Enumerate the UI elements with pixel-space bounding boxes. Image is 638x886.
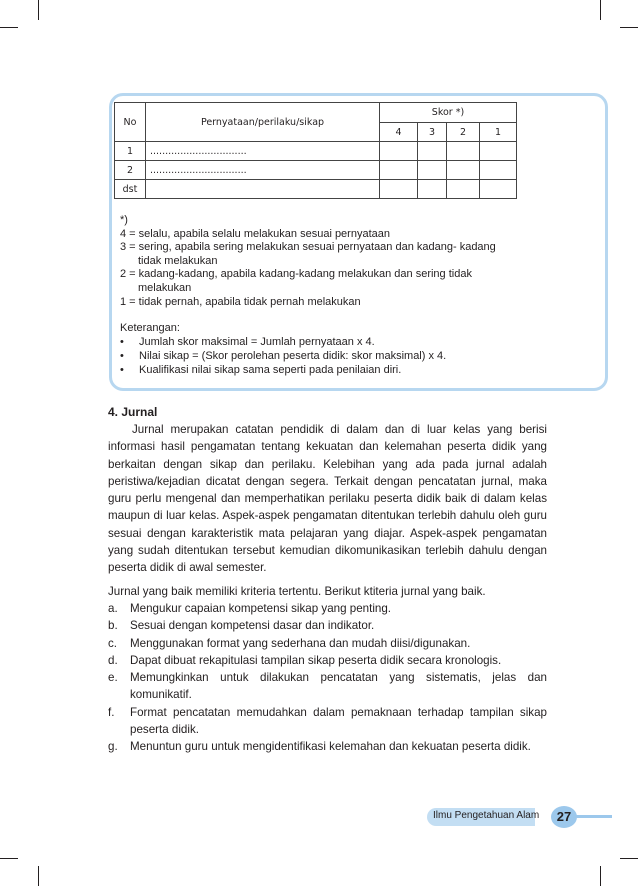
- crop-mark: [620, 27, 638, 28]
- list-text: Menuntun guru untuk mengidentifikasi kelemahan dan kekuatan peserta didik.: [130, 740, 531, 754]
- list-item: [108, 738, 547, 755]
- list-text: Dapat dibuat rekapitulasi tampilan sikap peserta didik secara kronologis.: [130, 653, 502, 667]
- list-marker: d.: [108, 653, 118, 667]
- list-marker: g.: [108, 740, 118, 754]
- score-cell: [380, 180, 418, 199]
- rating-table: [114, 102, 517, 199]
- keterangan-item: Jumlah skor maksimal = Jumlah pernyataan x 4.: [139, 336, 375, 348]
- score-cell: [480, 142, 517, 161]
- book-title: Ilmu Pengetahuan Alam: [433, 810, 540, 821]
- list-item: [108, 704, 547, 739]
- list-marker: c.: [108, 636, 118, 650]
- score-cell: [418, 180, 447, 199]
- score-cell: [380, 142, 418, 161]
- bullet: •: [120, 350, 124, 362]
- row-no: dst: [115, 180, 146, 199]
- list-text: Sesuai dengan kompetensi dasar dan indikator.: [130, 619, 375, 633]
- crop-mark: [38, 866, 39, 886]
- keterangan-item: Nilai sikap = (Skor perolehan peserta didik: skor maksimal) x 4.: [139, 350, 447, 362]
- crop-mark: [38, 0, 39, 20]
- list-text: Mengukur capaian kompetensi sikap yang penting.: [130, 601, 392, 615]
- scale-notes: [120, 214, 590, 309]
- score-cell: [447, 161, 480, 180]
- scale-item: 3 = sering, apabila sering melakukan sesuai pernyataan dan kadang- kadang: [120, 241, 496, 254]
- list-marker: e.: [108, 671, 118, 685]
- keterangan-item: Kualifikasi nilai sikap sama seperti pada penilaian diri.: [139, 364, 402, 376]
- journal-section: [108, 404, 547, 756]
- list-marker: b.: [108, 619, 118, 633]
- list-marker: a.: [108, 601, 118, 615]
- list-text: Menggunakan format yang sederhana dan mudah diisi/digunakan.: [130, 636, 471, 650]
- score-cell: [447, 142, 480, 161]
- paragraph: Jurnal merupakan catatan pendidik di dalam dan di luar kelas yang berisi informasi hasil pengamatan tentang kekuatan dan kelemahan peserta didik yang berkaitan dengan sikap dan perilaku. Kelebihan yang ada pada jurnal adalah peristiwa/kejadian dicatat dengan segera. Terkait dengan pencatatan jurnal, maka guru perlu mengenal dan memperhatikan perilaku peserta didik baik di dalam kelas maupun di luar kelas. Aspek-aspek pengamatan ditentukan terlebih dahulu oleh guru sesuai dengan karakteristik mata pelajaran yang diajar. Aspek-aspek pengamatan yang sudah ditentukan tersebut kemudian dikomunikasikan terlebih dahulu dengan peserta didik di awal semester.: [108, 423, 547, 575]
- bullet: •: [120, 336, 124, 348]
- scale-item-continued: melakukan: [138, 281, 192, 294]
- table-row: [115, 180, 517, 199]
- score-cell: [418, 142, 447, 161]
- section-heading: 4. Jurnal: [108, 405, 158, 419]
- list-item: [120, 363, 590, 377]
- keterangan-title: Keterangan:: [120, 322, 180, 334]
- crop-mark: [0, 27, 18, 28]
- score-level: 1: [480, 123, 517, 142]
- row-no: 2: [115, 161, 146, 180]
- crop-mark: [0, 858, 18, 859]
- score-cell: [447, 180, 480, 199]
- page-number: 27: [551, 806, 577, 828]
- table-row: [115, 161, 517, 180]
- keterangan: [120, 321, 590, 377]
- list-text: Memungkinkan untuk dilakukan pencatatan yang sistematis, jelas dan komunikatif.: [130, 671, 547, 702]
- score-cell: [480, 161, 517, 180]
- crop-mark: [620, 858, 638, 859]
- list-item: [108, 669, 547, 704]
- scale-item: 4 = selalu, apabila selalu melakukan sesuai pernyataan: [120, 227, 390, 240]
- list-item: [108, 617, 547, 634]
- scale-item: 2 = kadang-kadang, apabila kadang-kadang melakukan dan sering tidak: [120, 268, 472, 281]
- list-item: [120, 349, 590, 363]
- header-no: No: [115, 103, 146, 142]
- bullet: •: [120, 364, 124, 376]
- criteria-list: [108, 600, 547, 756]
- list-item: [108, 635, 547, 652]
- list-item: [108, 600, 547, 617]
- score-level: 3: [418, 123, 447, 142]
- row-no: 1: [115, 142, 146, 161]
- footer-rule: [576, 815, 612, 818]
- score-cell: [380, 161, 418, 180]
- table-row: [115, 142, 517, 161]
- scale-item: 1 = tidak pernah, apabila tidak pernah melakukan: [120, 295, 361, 308]
- row-statement: ................................: [146, 142, 380, 161]
- header-score: Skor *): [380, 103, 517, 123]
- score-cell: [480, 180, 517, 199]
- row-statement: [146, 180, 380, 199]
- scale-marker: *): [120, 214, 128, 226]
- score-level: 2: [447, 123, 480, 142]
- list-marker: f.: [108, 705, 115, 719]
- score-level: 4: [380, 123, 418, 142]
- crop-mark: [600, 866, 601, 886]
- list-item: [108, 652, 547, 669]
- list-text: Format pencatatan memudahkan dalam pemaknaan terhadap tampilan sikap peserta didik.: [130, 705, 547, 737]
- crop-mark: [600, 0, 601, 20]
- score-cell: [418, 161, 447, 180]
- scale-item-continued: tidak melakukan: [138, 254, 218, 267]
- header-statement: Pernyataan/perilaku/sikap: [146, 103, 380, 142]
- paragraph: Jurnal yang baik memiliki kriteria tertentu. Berikut ktiteria jurnal yang baik.: [108, 584, 486, 598]
- row-statement: ................................: [146, 161, 380, 180]
- list-item: [120, 335, 590, 349]
